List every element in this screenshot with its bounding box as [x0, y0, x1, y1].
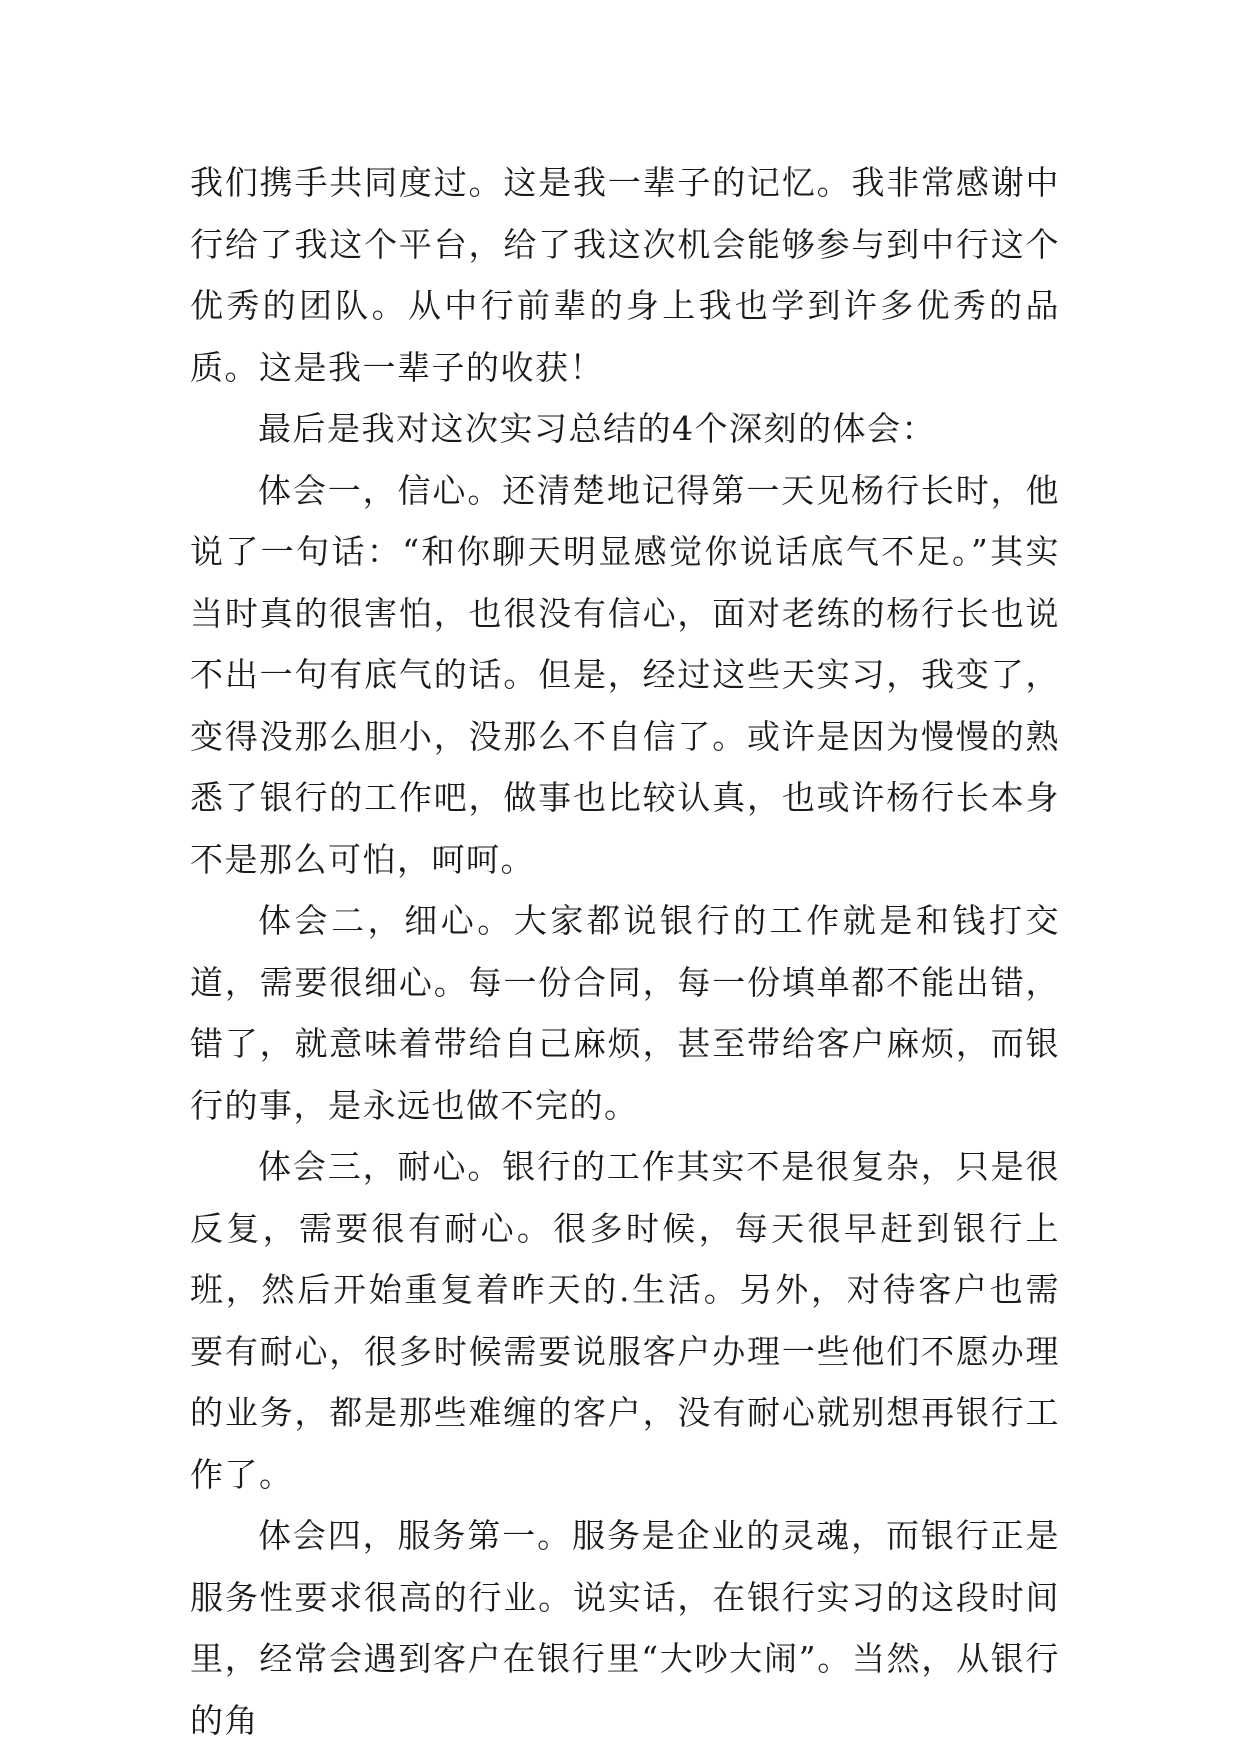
- paragraph-insight-patience: 体会三，耐心。银行的工作其实不是很复杂，只是很反复，需要很有耐心。很多时候，每天很早赶到银行上班，然后开始重复着昨天的.生活。另外，对待客户也需要有耐心，很多时候需要说服客户办理一些他们不愿办理的业务，都是那些难缠的客户，没有耐心就别想再银行工作了。: [190, 1147, 1060, 1494]
- document-body: [190, 152, 1060, 1751]
- paragraph-insight-carefulness: 体会二，细心。大家都说银行的工作就是和钱打交道，需要很细心。每一份合同，每一份填单都不能出错，错了，就意味着带给自己麻烦，甚至带给客户麻烦，而银行的事，是永远也做不完的。: [190, 901, 1060, 1125]
- paragraph-closing-thanks: 我们携手共同度过。这是我一辈子的记忆。我非常感谢中行给了我这个平台，给了我这次机会能够参与到中行这个优秀的团队。从中行前辈的身上我也学到许多优秀的品质。这是我一辈子的收获！: [190, 163, 1060, 387]
- paragraph-insight-service: 体会四，服务第一。服务是企业的灵魂，而银行正是服务性要求很高的行业。说实话，在银行实习的这段时间里，经常会遇到客户在银行里“大吵大闹”。当然，从银行的角: [190, 1516, 1060, 1740]
- paragraph-summary-intro: 最后是我对这次实习总结的4个深刻的体会：: [258, 409, 936, 448]
- paragraph-insight-confidence: 体会一，信心。还清楚地记得第一天见杨行长时，他说了一句话：“和你聊天明显感觉你说话底气不足。”其实当时真的很害怕，也很没有信心，面对老练的杨行长也说不出一句有底气的话。但是，经过这些天实习，我变了，变得没那么胆小，没那么不自信了。或许是因为慢慢的熟悉了银行的工作吧，做事也比较认真，也或许杨行长本身不是那么可怕，呵呵。: [190, 470, 1060, 879]
